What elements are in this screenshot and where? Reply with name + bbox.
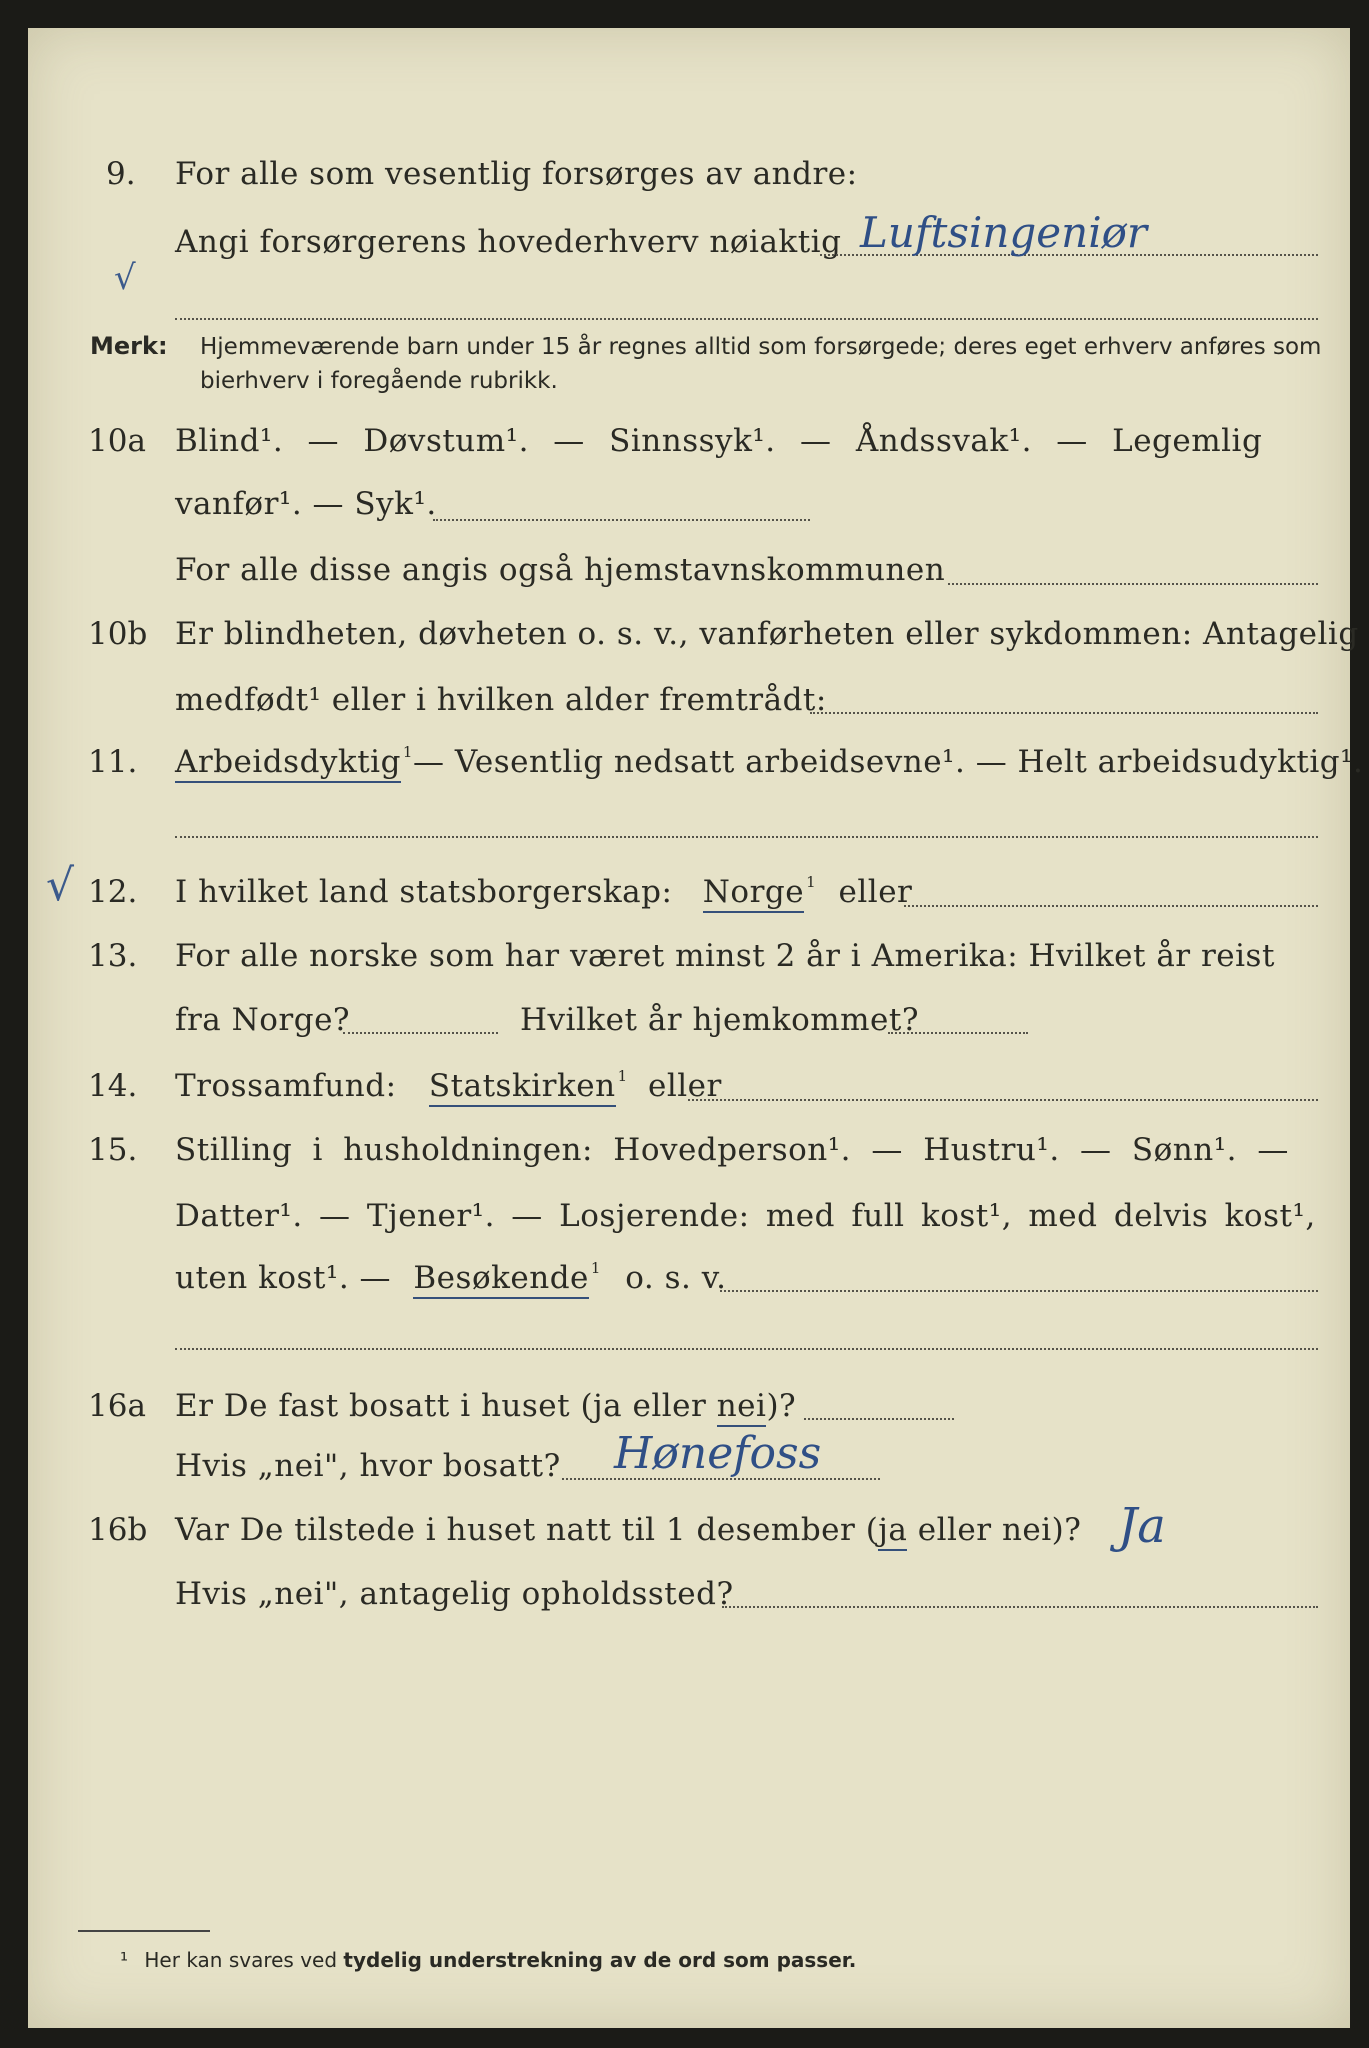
q16b-line1b: eller nei)? [917,1512,1082,1548]
q16a-handwritten-answer: Hønefoss [614,1428,822,1479]
q16b-number: 16b [88,1512,148,1548]
q13-line1: For alle norske som har været minst 2 år i Amerika: Hvilket år reist [175,938,1275,974]
q12-line: I hvilket land statsborgerskap: Norge $^1$ eller [175,874,912,910]
footnote [120,1948,856,1972]
q16b-answer-line [722,1606,1318,1608]
q14-text: Trossamfund: [175,1068,397,1104]
q16a-line1 [175,1388,796,1424]
q10a-number: 10a [88,423,146,459]
q16a-line2: Hvis „nei", hvor bosatt? [175,1448,561,1484]
q16b-ja-underlined: ja [878,1512,907,1551]
q11-extra-line [175,836,1318,838]
q15-number: 15. [88,1132,138,1168]
q10a-syk-line [433,519,810,521]
q10b-line2: medfødt¹ eller i hvilken alder fremtrådt: [175,682,827,718]
q11-line: Arbeidsdyktig $^1$— Vesentlig nedsatt arbeidsevne¹. — Helt arbeidsudyktig¹. [175,744,1363,780]
q14-answer-line [688,1099,1318,1101]
q15-line1: Stilling i husholdningen: Hovedperson¹. — Hustru¹. — Sønn¹. — [175,1132,1289,1168]
check-mark-9: √ [114,258,136,298]
merk-text: Hjemmeværende barn under 15 år regnes alltid som forsørgede; deres eget erhverv anføres som bierhverv i foregående rubrikk. [200,334,1322,394]
q16b-line2: Hvis „nei", antagelig opholdssted? [175,1576,734,1612]
q15-line3b: o. s. v. [625,1260,727,1296]
q15-line3: uten kost¹. — Besøkende $^1$ o. s. v. [175,1260,726,1296]
q14-statskirken-underlined: Statskirken [429,1068,616,1107]
q13-line2a: fra Norge? [175,1002,351,1038]
q10a-line3: For alle disse angis også hjemstavnskommunen [175,552,946,588]
q12-number: 12. [88,874,138,910]
q14-line: Trossamfund: Statskirken $^1$ eller [175,1068,722,1104]
footnote-text-bold: tydelig understrekning av de ord som passer. [343,1948,857,1972]
q15-answer-line [720,1290,1318,1292]
q14-number: 14. [88,1068,138,1104]
q14-eller: eller [647,1068,722,1104]
q15-line3a: uten kost¹. — [175,1260,392,1296]
q13-year-left-line [343,1032,498,1034]
q10a-line1: Blind¹. — Døvstum¹. — Sinnssyk¹. — Åndssvak¹. — Legemlig [175,423,1263,459]
q10b-line1: Er blindheten, døvheten o. s. v., vanførheten eller sykdommen: Antagelig [175,616,1359,652]
q13-number: 13. [88,938,138,974]
footnote-rule [78,1930,210,1932]
merk-label: Merk: [90,332,168,360]
q12-text: I hvilket land statsborgerskap: [175,874,673,910]
q11-rest: — Vesentlig nedsatt arbeidsevne¹. — Helt arbeidsudyktig¹. [412,744,1364,780]
q11-number: 11. [88,744,138,780]
q12-norge-underlined: Norge [703,874,804,913]
q9-number: 9. [106,156,136,192]
q16a-answer-line [804,1418,954,1420]
q12-eller: eller [838,874,913,910]
q16b-line1 [175,1512,1081,1548]
q16a-nei-underlined: nei [717,1388,767,1427]
q9-extra-line [175,318,1318,320]
q10b-answer-line [810,712,1318,714]
q16b-line1a: Var De tilstede i huset natt til 1 desember ( [175,1512,879,1548]
q16a-line1a: Er De fast bosatt i huset (ja eller [175,1388,707,1424]
q9-handwritten-answer: Luftsingeniør [860,208,1147,257]
q10a-line2: vanfør¹. — Syk¹. [175,486,437,522]
q10a-kommune-line [948,583,1318,585]
q13-year-right-line [888,1032,1028,1034]
q13-line2b: Hvilket år hjemkommet? [520,1002,919,1038]
check-mark-12: √ [46,860,75,911]
census-form-page [28,28,1364,2028]
q11-arbeidsdyktig-underlined: Arbeidsdyktig [175,744,401,783]
q15-line2: Datter¹. — Tjener¹. — Losjerende: med full kost¹, med delvis kost¹, [175,1198,1316,1234]
footnote-mark: ¹ [120,1948,129,1972]
q15-besokende-underlined: Besøkende [413,1260,588,1299]
q16b-handwritten-answer: Ja [1118,1498,1166,1554]
q15-extra-line [175,1348,1318,1350]
q10b-number: 10b [88,616,148,652]
q9-line1: For alle som vesentlig forsørges av andre: [175,156,858,192]
q16a-line1b: )? [766,1388,797,1424]
footnote-text-plain: Her kan svares ved [144,1948,338,1972]
q9-line2: Angi forsørgerens hovederhverv nøiaktig [175,224,842,260]
q12-answer-line [904,905,1318,907]
q16a-number: 16a [88,1388,146,1424]
